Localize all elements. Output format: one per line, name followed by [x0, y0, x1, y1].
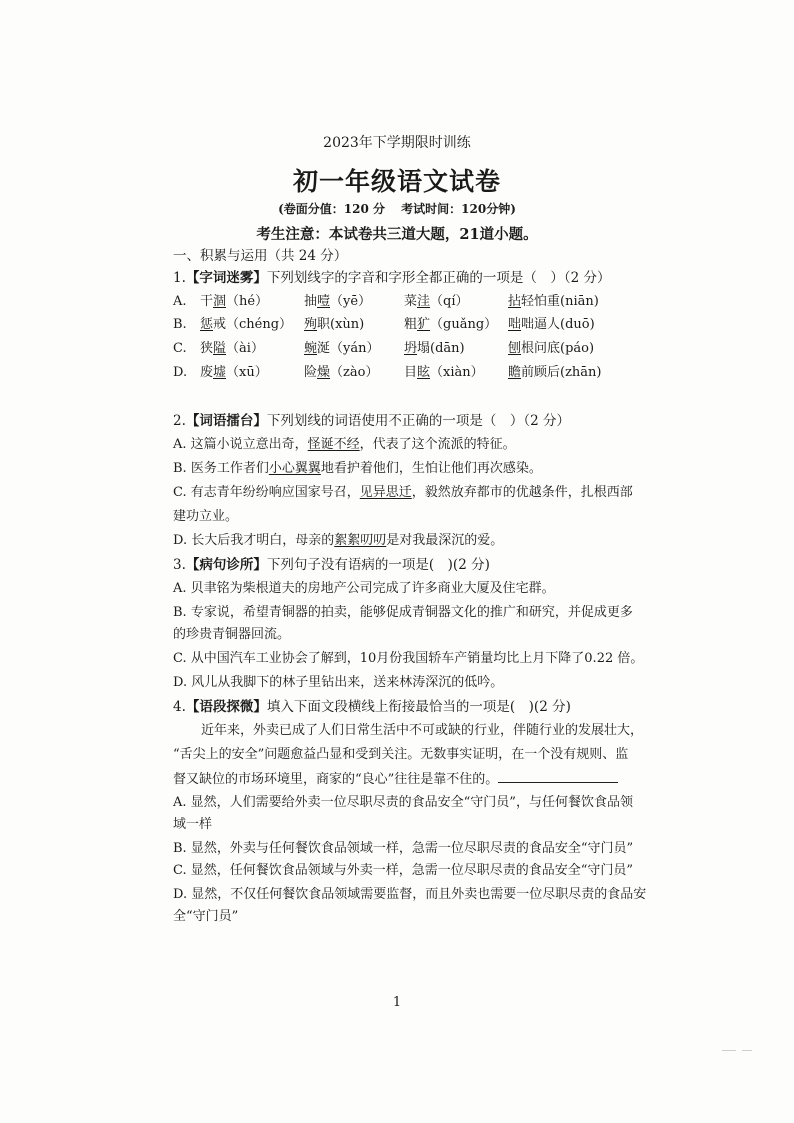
- question-number: 3.: [173, 557, 186, 573]
- passage-text: 督又缺位的市场环境里，商家的“良心”往往是靠不住的。: [173, 772, 499, 787]
- word-text: 塌(dān): [417, 341, 465, 356]
- option-text: C. 有志青年纷纷响应国家号召，: [173, 485, 360, 500]
- option-word: [200, 316, 292, 334]
- underlined-char: 拈: [508, 294, 522, 309]
- underlined-term: 絮絮叨叨: [334, 533, 387, 548]
- question-3-stem: [173, 556, 490, 574]
- option-word: [304, 364, 378, 382]
- underlined-char: 燥: [317, 365, 331, 380]
- option-text: B. 医务工作者们: [173, 461, 269, 476]
- q4-option-b: B. 显然，外卖与任何餐饮食品领域一样，急需一位尽职尽责的食品安全“守门员”: [173, 841, 634, 856]
- question-2-stem: [173, 412, 570, 430]
- word-text: 前顾后(zhān): [521, 365, 602, 380]
- underlined-term: 小心翼翼: [268, 461, 321, 476]
- word-text: 戒（chéng）: [213, 317, 293, 332]
- underlined-char: 眩: [417, 365, 431, 380]
- q4-option-c: C. 显然，任何餐饮食品领域与外卖一样，急需一位尽职尽责的食品安全“守门员”: [173, 863, 634, 878]
- q3-option-b-cont: 的珍贵青铜器回流。: [173, 627, 291, 642]
- underlined-char: 噎: [317, 294, 331, 309]
- word-text: 废: [200, 365, 214, 380]
- option-word: [508, 340, 594, 358]
- scan-mark: [742, 1050, 752, 1051]
- underlined-char: 惩: [200, 317, 214, 332]
- q2-option-d: [173, 532, 503, 550]
- underlined-char: 墟: [213, 365, 227, 380]
- option-word: [404, 340, 465, 358]
- option-word: [508, 364, 602, 382]
- q3-option-a: A. 贝聿铭为柴根道夫的房地产公司完成了许多商业大厦及住宅群。: [173, 581, 555, 596]
- q3-option-c: C. 从中国汽车工业协会了解到，10月份我国轿车产销量均比上月下降了0.22 倍。: [173, 651, 644, 666]
- option-word: [508, 293, 599, 311]
- option-word: [200, 340, 264, 358]
- question-1-stem: [173, 269, 611, 287]
- question-score: （2 分）: [563, 270, 611, 286]
- underlined-char: 涸: [213, 294, 227, 309]
- option-label: B.: [173, 317, 187, 332]
- underlined-char: 坍: [404, 341, 418, 356]
- q4-passage-line-1: 近年来，外卖已成了人们日常生活中不可或缺的行业，伴随行业的发展壮大，: [201, 723, 644, 738]
- question-text: 下列句子没有语病的一项是( )(2 分): [266, 557, 490, 573]
- exam-title: 初一年级语文试卷: [292, 167, 501, 196]
- q4-passage-line-3: [173, 770, 618, 789]
- word-text: （yē）: [330, 294, 372, 309]
- question-tag: 【病句诊所】: [185, 557, 267, 573]
- question-number: 4.: [173, 699, 186, 715]
- option-word: [404, 316, 497, 334]
- underlined-char: 殉: [304, 317, 318, 332]
- underlined-char: 洼: [417, 294, 431, 309]
- exam-meta: (卷面分值：120 分 考试时间：120分钟): [278, 202, 516, 216]
- option-word: [404, 293, 469, 311]
- word-text: 抽: [304, 294, 318, 309]
- word-text: （zào）: [330, 365, 379, 380]
- q2-option-c-cont: 建功立业。: [173, 509, 239, 524]
- answer-blank[interactable]: [498, 770, 618, 783]
- q4-option-a-cont: 域一样: [173, 817, 213, 832]
- underlined-char: 瞻: [508, 365, 522, 380]
- question-tag: 【词语擂台】: [185, 413, 267, 429]
- word-text: 目: [404, 365, 418, 380]
- option-text: 是对我最深沉的爱。: [386, 533, 504, 548]
- option-text: ，毅然放弃都市的优越条件，扎根西部: [411, 485, 633, 500]
- scan-mark: [722, 1050, 736, 1051]
- underlined-char: 咄: [508, 317, 522, 332]
- word-text: （ài）: [226, 341, 264, 356]
- question-text: 下列划线的词语使用不正确的一项是（ ）（2 分）: [266, 413, 571, 429]
- option-word: [200, 293, 268, 311]
- question-text: 下列划线字的字音和字形全都正确的一项是（ ）: [266, 270, 564, 286]
- exam-notice: 考生注意：本试卷共三道大题，21道小题。: [256, 226, 538, 243]
- option-label: C.: [173, 341, 187, 356]
- word-text: 险: [304, 365, 318, 380]
- word-text: 咄逼人(duō): [521, 317, 595, 332]
- word-text: （guǎng）: [430, 317, 498, 332]
- underlined-char: 蜿: [304, 341, 318, 356]
- word-text: 狭: [200, 341, 214, 356]
- underlined-char: 隘: [213, 341, 227, 356]
- q4-option-d: D. 显然，不仅任何餐饮食品领域需要监督，而且外卖也需要一位尽职尽责的食品安: [173, 887, 647, 902]
- option-text: 地看护着他们，生怕让他们再次感染。: [320, 461, 542, 476]
- q3-option-b: B. 专家说，希望青铜器的拍卖，能够促成青铜器文化的推广和研究，并促成更多: [173, 605, 633, 620]
- word-text: 职(xùn): [317, 317, 365, 332]
- question-number: 1.: [173, 270, 186, 286]
- option-label: A.: [173, 294, 187, 309]
- q2-option-c: [173, 484, 633, 502]
- word-text: 涎（yán）: [317, 341, 380, 356]
- question-number: 2.: [173, 413, 186, 429]
- term-heading: 2023年下学期限时训练: [323, 135, 471, 151]
- q2-option-a: [173, 436, 516, 454]
- option-word: [508, 316, 595, 334]
- option-label: D.: [173, 365, 188, 380]
- option-text: ，代表了这个流派的特征。: [359, 437, 516, 452]
- q4-option-d-cont: 全“守门员”: [173, 909, 239, 924]
- word-text: 粗: [404, 317, 418, 332]
- q4-passage-line-2: “舌尖上的安全”问题愈益凸显和受到关注。无数事实证明，在一个没有规则、监: [173, 747, 629, 762]
- word-text: 菜: [404, 294, 418, 309]
- word-text: （xiàn）: [430, 365, 484, 380]
- word-text: （hé）: [226, 294, 269, 309]
- option-word: [304, 340, 379, 358]
- option-word: [304, 316, 364, 334]
- word-text: （qí）: [430, 294, 469, 309]
- question-tag: 【字词迷雾】: [185, 270, 267, 286]
- word-text: 干: [200, 294, 214, 309]
- underlined-char: 犷: [417, 317, 431, 332]
- question-text: 填入下面文段横线上衔接最恰当的一项是( )(2 分): [266, 699, 571, 715]
- q3-option-d: D. 风儿从我脚下的林子里钻出来，送来林涛深沉的低吟。: [173, 675, 504, 690]
- q4-option-a: A. 显然，人们需要给外卖一位尽职尽责的食品安全“守门员”，与任何餐饮食品领: [173, 795, 633, 810]
- word-text: 轻怕重(niān): [521, 294, 599, 309]
- word-text: （xū）: [226, 365, 268, 380]
- word-text: 根问底(páo): [521, 341, 595, 356]
- option-word: [200, 364, 268, 382]
- section-heading: 一、积累与运用（共 24 分）: [173, 248, 348, 264]
- option-text: A. 这篇小说立意出奇，: [173, 437, 308, 452]
- underlined-char: 刨: [508, 341, 522, 356]
- question-tag: 【语段探微】: [185, 699, 267, 715]
- page-number: 1: [392, 995, 402, 1010]
- option-word: [404, 364, 484, 382]
- underlined-term: 怪诞不经: [307, 437, 360, 452]
- option-text: D. 长大后我才明白，母亲的: [173, 533, 335, 548]
- question-4-stem: [173, 698, 571, 716]
- option-word: [304, 293, 371, 311]
- q2-option-b: [173, 460, 542, 478]
- underlined-term: 见异思迁: [359, 485, 412, 500]
